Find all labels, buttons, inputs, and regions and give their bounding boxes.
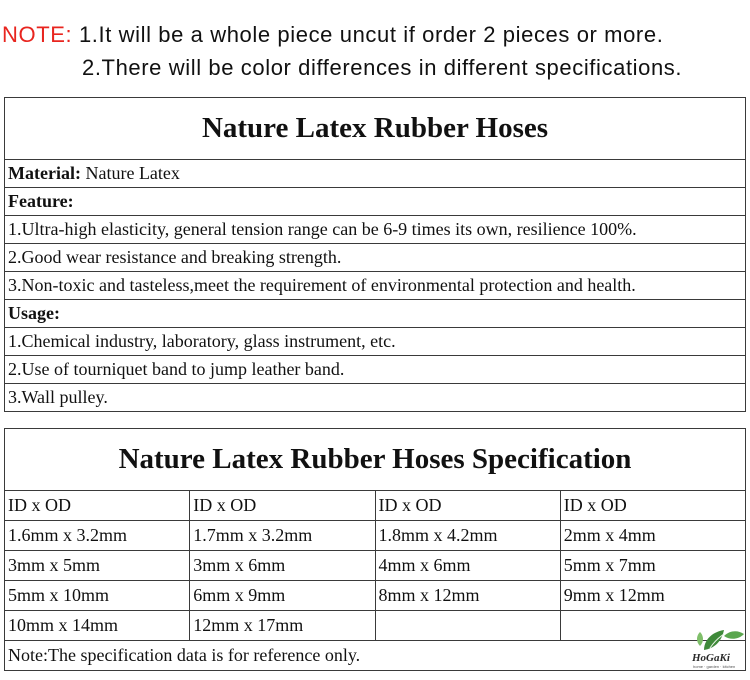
brand-tagline: home · garden · kitchen	[693, 664, 736, 669]
spec-header-cell: ID x OD	[560, 491, 745, 521]
spec-header-row	[5, 491, 746, 521]
spec-cell: 10mm x 14mm	[5, 611, 190, 641]
spec-row	[5, 611, 746, 641]
material-row	[5, 160, 746, 188]
spec-header-cell: ID x OD	[5, 491, 190, 521]
product-info-table	[4, 97, 746, 412]
feature-item: 1.Ultra-high elasticity, general tension range can be 6-9 times its own, resilience 100%.	[5, 216, 746, 244]
feature-label: Feature:	[5, 188, 746, 216]
spec-cell: 1.6mm x 3.2mm	[5, 521, 190, 551]
spec-footnote: Note:The specification data is for reference only.	[5, 641, 746, 671]
spec-cell: 8mm x 12mm	[375, 581, 560, 611]
notice-line-1	[2, 18, 682, 51]
spec-cell: 1.8mm x 4.2mm	[375, 521, 560, 551]
brand-logo	[690, 622, 748, 670]
spec-header-cell: ID x OD	[375, 491, 560, 521]
spec-row	[5, 551, 746, 581]
spec-cell: 4mm x 6mm	[375, 551, 560, 581]
spec-cell: 5mm x 7mm	[560, 551, 745, 581]
notice-text-1: 1.It will be a whole piece uncut if order 2 pieces or more.	[78, 22, 664, 47]
spec-row	[5, 521, 746, 551]
spec-cell: 2mm x 4mm	[560, 521, 745, 551]
feature-item: 3.Non-toxic and tasteless,meet the requirement of environmental protection and health.	[5, 272, 746, 300]
brand-name: HoGaKi	[692, 652, 730, 664]
spec-row	[5, 581, 746, 611]
specification-table	[4, 428, 746, 671]
spec-cell: 5mm x 10mm	[5, 581, 190, 611]
product-title: Nature Latex Rubber Hoses	[5, 98, 746, 160]
spec-cell: 3mm x 5mm	[5, 551, 190, 581]
spec-cell: 3mm x 6mm	[190, 551, 375, 581]
usage-label: Usage:	[5, 300, 746, 328]
feature-item: 2.Good wear resistance and breaking strength.	[5, 244, 746, 272]
spec-cell: 12mm x 17mm	[190, 611, 375, 641]
spec-title: Nature Latex Rubber Hoses Specification	[5, 429, 746, 491]
spec-cell	[375, 611, 560, 641]
notice-label: NOTE:	[2, 22, 73, 47]
usage-item: 3.Wall pulley.	[5, 384, 746, 412]
notice-line-2: 2.There will be color differences in different specifications.	[82, 55, 683, 80]
spec-cell: 9mm x 12mm	[560, 581, 745, 611]
usage-item: 1.Chemical industry, laboratory, glass instrument, etc.	[5, 328, 746, 356]
notice-block	[2, 18, 682, 84]
spec-cell: 1.7mm x 3.2mm	[190, 521, 375, 551]
material-value: Nature Latex	[85, 163, 180, 183]
spec-cell: 6mm x 9mm	[190, 581, 375, 611]
leaf-logo-icon	[690, 622, 748, 654]
spec-header-cell: ID x OD	[190, 491, 375, 521]
material-label: Material:	[8, 163, 81, 183]
usage-item: 2.Use of tourniquet band to jump leather band.	[5, 356, 746, 384]
